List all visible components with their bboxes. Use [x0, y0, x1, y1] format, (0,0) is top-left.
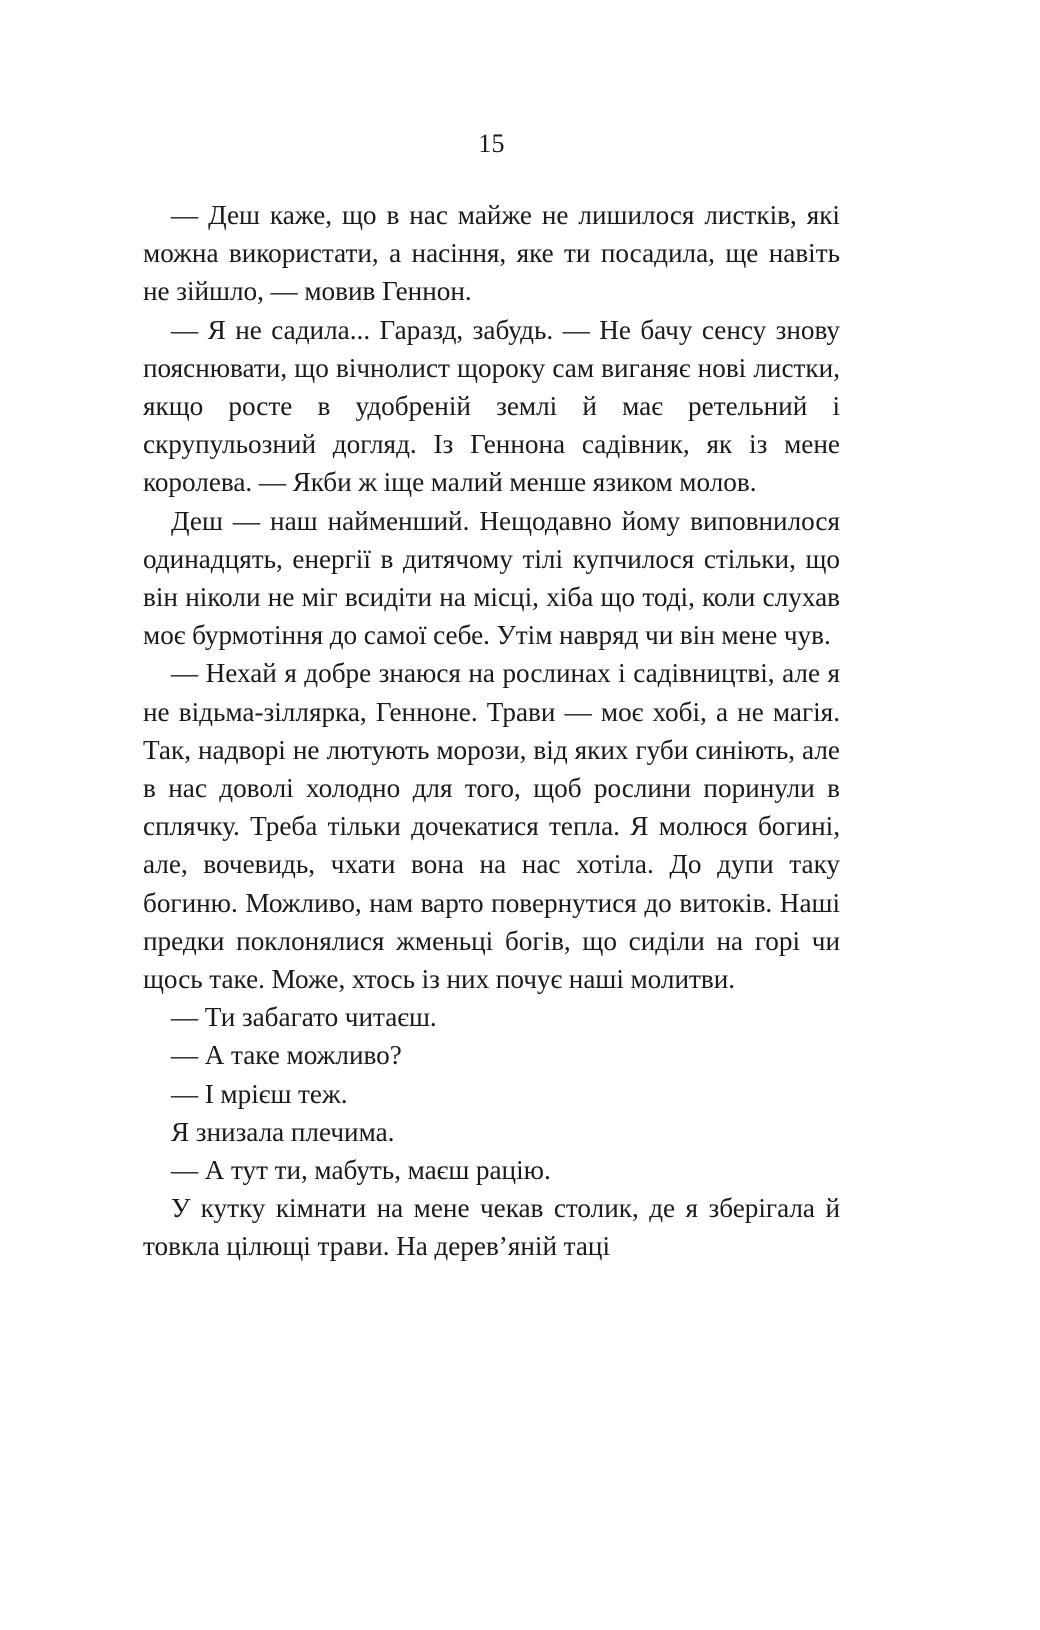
page-number: 15 [478, 129, 505, 158]
paragraph: Я знизала плечима. [171, 1116, 395, 1147]
paragraph: У кутку кімнати на мене чекав столик, де я зберігала й товкла цілющі трави. На дерев’яній таці [143, 1193, 840, 1262]
body-text-block [143, 196, 840, 1266]
paragraph: — Нехай я добре знаюся на рослинах і садівництві, але я не відьма-зіллярка, Генноне. Трави — моє хобі, а не магія. Так, надворі не лютують морози, від яких губи синіють, але в нас доволі холодно для того, щоб рослини поринули в сплячку. Треба тільки дочекатися тепла. Я молюся богині, але, вочевидь, чхати вона на нас хотіла. До дупи таку богиню. Можливо, нам варто повернутися до витоків. Наші предки поклонялися жменьці богів, що сиділи на горі чи щось таке. Може, хтось із них почує наші молитви. [143, 658, 840, 995]
paragraph: Деш — наш найменший. Нещодавно йому виповнилося одинадцять, енергії в дитячому тілі купчилося стільки, що він ніколи не міг всидіти на місці, хіба що тоді, коли слухав моє бурмотіння до самої себе. Утім навряд чи він мене чув. [143, 505, 840, 651]
paragraph: — А таке можливо? [171, 1040, 402, 1071]
paragraph: — А тут ти, мабуть, маєш рацію. [171, 1155, 551, 1186]
paragraph: — Деш каже, що в нас майже не лишилося листків, які можна використати, а насіння, яке ти посадила, ще навіть не зійшло, — мовив Геннон. [143, 200, 840, 307]
paragraph: — Я не садила... Гаразд, забудь. — Не бачу сенсу знову пояснювати, що вічнолист щороку сам виганяє нові листки, якщо росте в удобреній землі й має ретельний і скрупульозний догляд. Із Геннона садівник, як із мене королева. — Якби ж іще малий менше язиком молов. [143, 314, 840, 498]
paragraph: — Ти забагато читаєш. [171, 1002, 437, 1033]
paragraph: — І мрієш теж. [171, 1078, 348, 1109]
